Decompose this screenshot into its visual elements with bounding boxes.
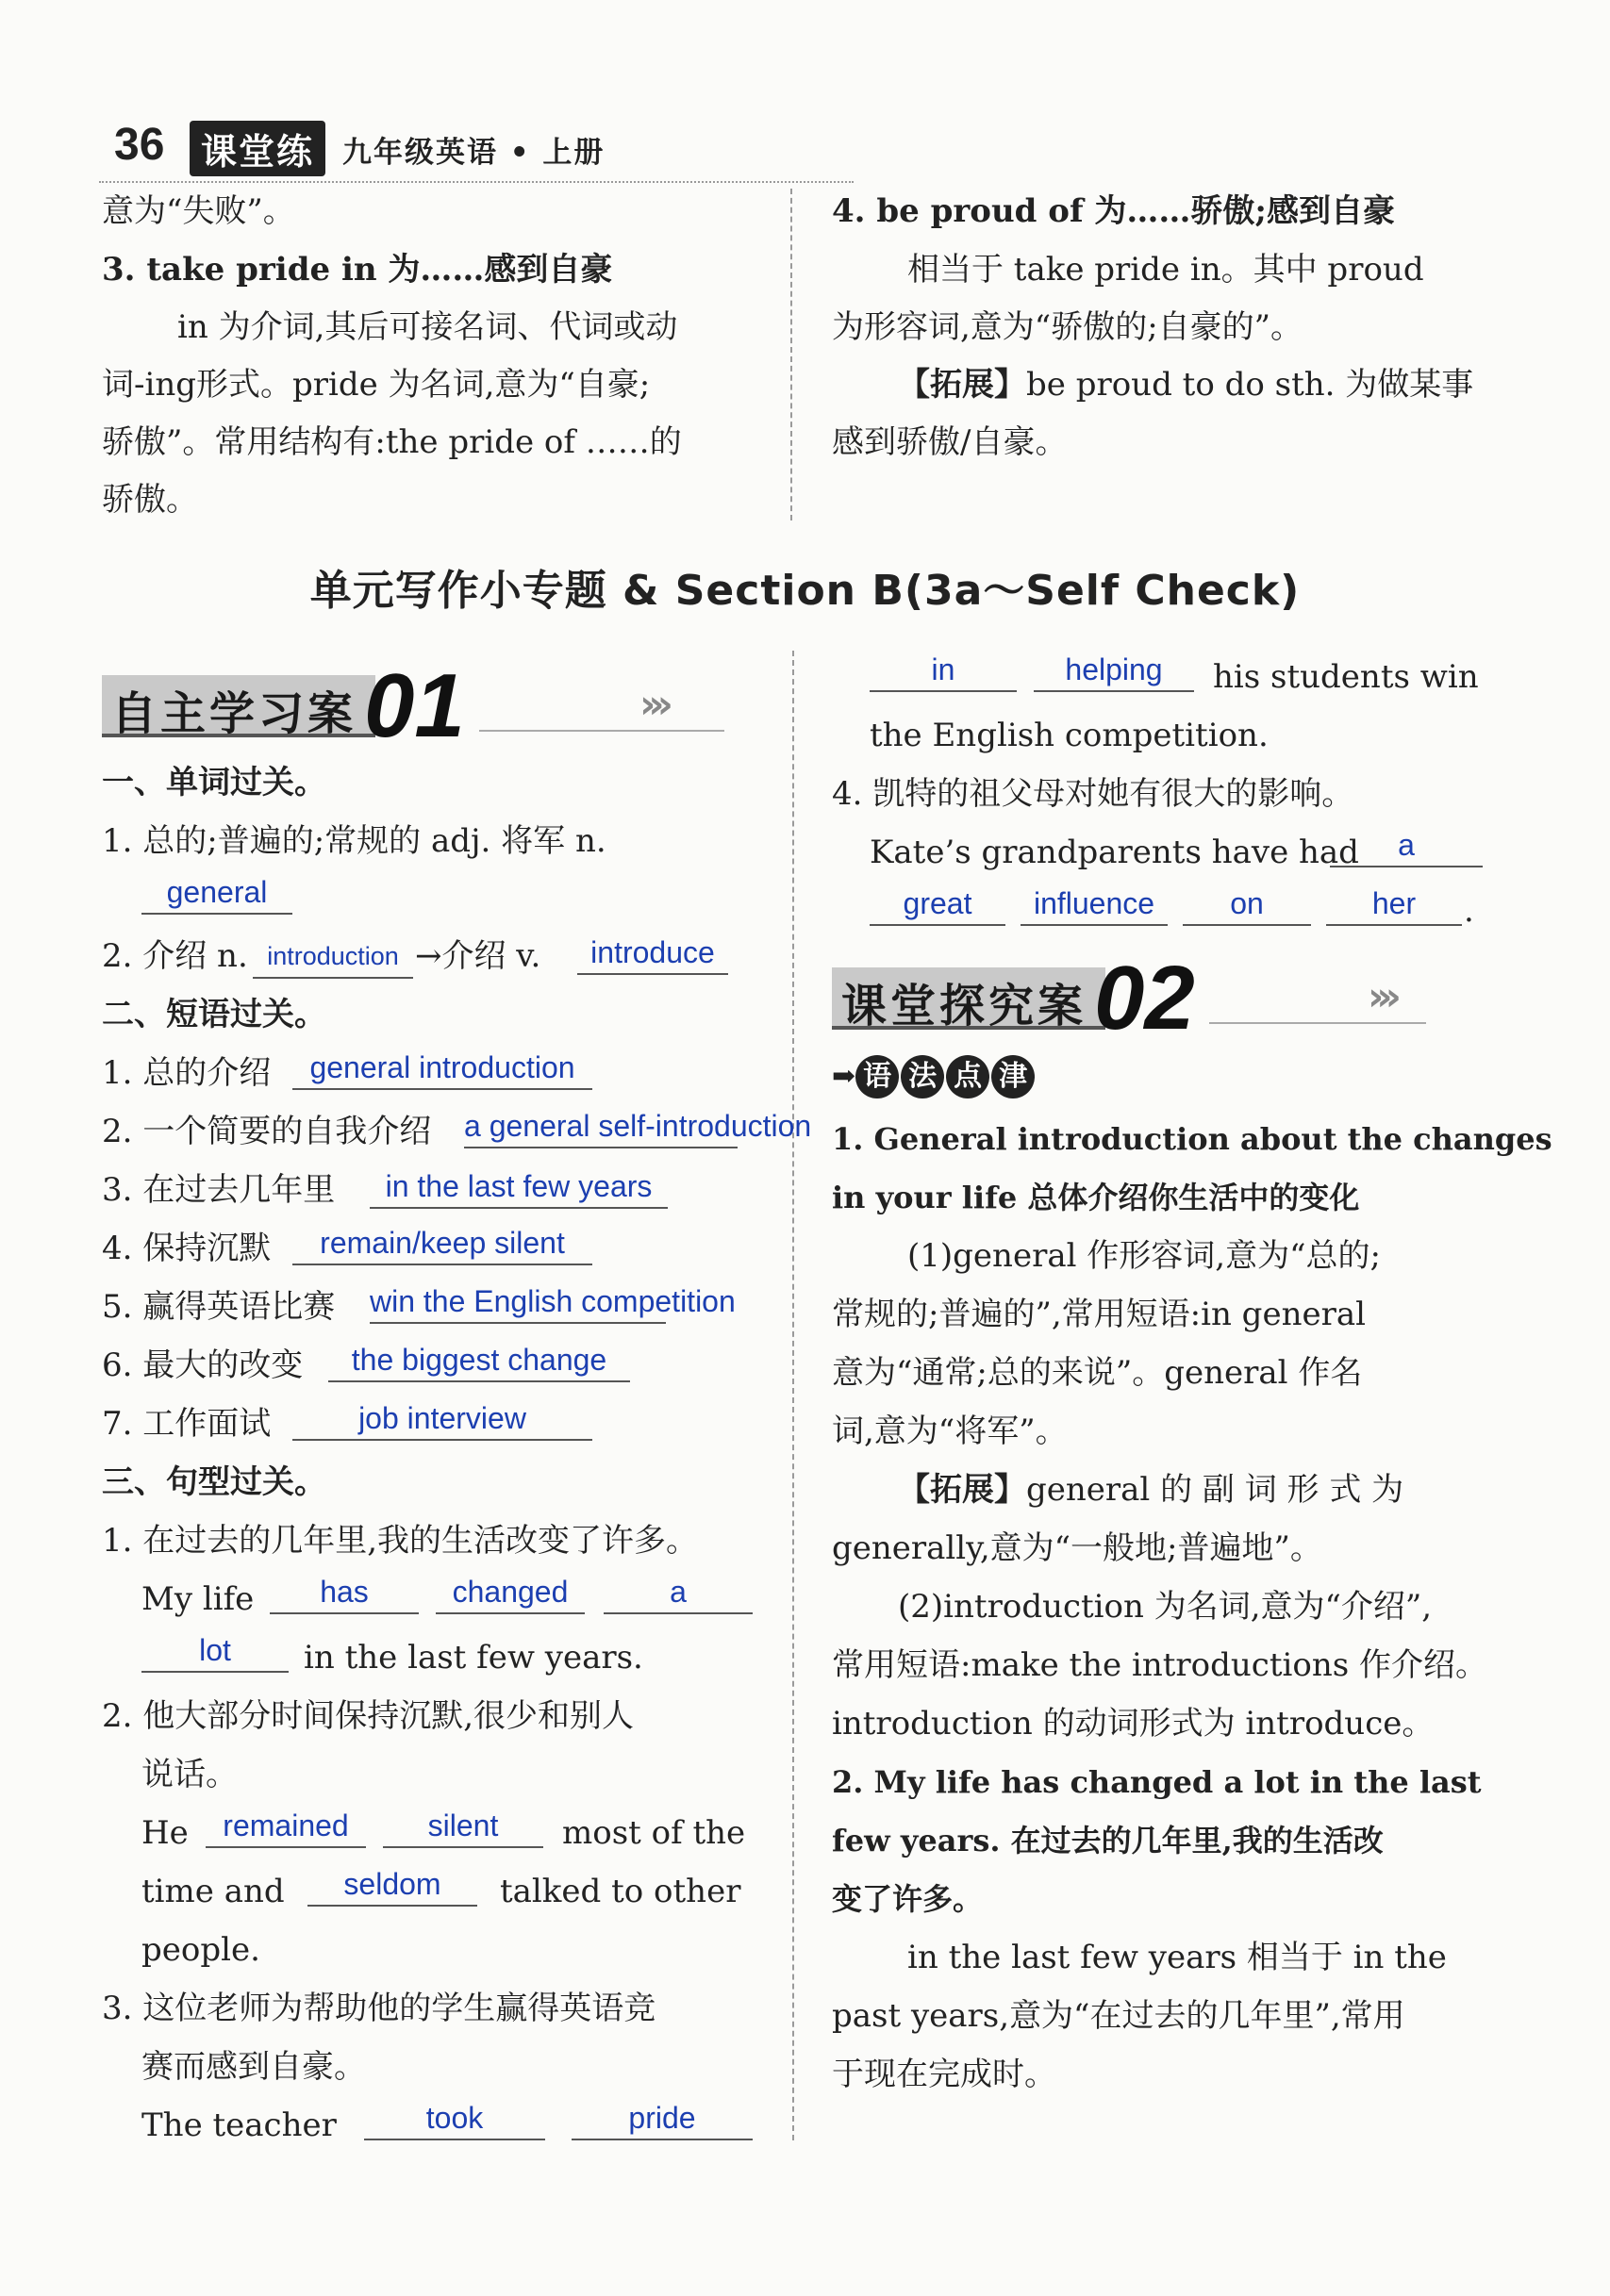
- grammar2-title: 变了许多。: [832, 1881, 984, 1917]
- grammar1-body: 词,意为“将军”。: [832, 1412, 1068, 1450]
- sentence3-chinese-2: 赛而感到自豪。: [141, 2048, 366, 2086]
- sentence3-suffix-2: the English competition.: [870, 717, 1269, 754]
- sentence2-line2-prefix: time and: [141, 1873, 285, 1910]
- sentence1-suffix: in the last few years.: [304, 1639, 643, 1677]
- sentence3-chinese: 3. 这位老师为帮助他的学生赢得英语竞: [102, 1990, 656, 2027]
- sentence2-blank: seldom: [307, 1865, 477, 1907]
- page-number: 36: [114, 120, 165, 170]
- banner-rule: [479, 730, 724, 732]
- sentence3-prefix: The teacher: [141, 2106, 337, 2144]
- sentence2-chinese-2: 说话。: [141, 1756, 238, 1793]
- q2-answer-verb: introduce: [577, 933, 728, 975]
- chevron-right-icon: ›››: [1368, 973, 1394, 1019]
- chevron-right-icon: ›››: [639, 681, 666, 727]
- part2-heading: 二、短语过关。: [102, 996, 326, 1033]
- sentence2-prefix: He: [141, 1814, 189, 1852]
- grammar1-body: 常规的;普遍的”,常用短语:in general: [832, 1296, 1366, 1333]
- book-brand: 课堂练: [190, 121, 325, 176]
- phrase-question: 6. 最大的改变: [102, 1346, 304, 1384]
- extension-label: 【拓展】: [898, 1471, 1026, 1509]
- sentence4-blank: influence: [1021, 884, 1168, 926]
- sentence1-chinese: 1. 在过去的几年里,我的生活改变了许多。: [102, 1522, 699, 1560]
- part1-heading: 一、单词过关。: [102, 764, 326, 801]
- arrow-right-icon: ➡: [832, 1060, 856, 1093]
- item4-body-line: 相当于 take pride in。其中 proud: [907, 251, 1424, 289]
- sentence2-end: people.: [141, 1931, 260, 1969]
- sentence2-line2-suffix: talked to other: [500, 1873, 741, 1910]
- sentence2-blank: silent: [383, 1807, 543, 1848]
- grammar-tag-char: 津: [991, 1055, 1035, 1098]
- sentence3-blank: helping: [1034, 651, 1194, 692]
- grammar-tag-char: 语: [855, 1055, 899, 1098]
- grammar1-body2: 常用短语:make the introductions 作介绍。: [832, 1646, 1488, 1684]
- classroom-inquiry-banner: [832, 947, 1473, 1049]
- q1-text: 1. 总的;普遍的;常规的 adj. 将军 n.: [102, 822, 606, 860]
- book-info: 九年级英语 • 上册: [342, 136, 606, 170]
- answer-underline: [370, 1322, 666, 1324]
- phrase-answer: the biggest change: [328, 1341, 630, 1382]
- sentence2-blank: remained: [206, 1807, 366, 1848]
- self-study-banner: [102, 654, 743, 756]
- phrase-question: 2. 一个简要的自我介绍: [102, 1113, 432, 1150]
- phrase-answer: in the last few years: [370, 1167, 668, 1209]
- grammar1-title-2: in your life 总体介绍你生活中的变化: [832, 1180, 1360, 1215]
- sentence1-blank: a: [604, 1573, 753, 1614]
- sentence4-chinese: 4. 凯特的祖父母对她有很大的影响。: [832, 775, 1354, 813]
- sentence1-blank: has: [270, 1573, 419, 1614]
- banner-text: 自主学习案: [111, 687, 357, 740]
- sentence1-blank: changed: [436, 1573, 585, 1614]
- grammar1-title: 1. General introduction about the changes: [832, 1121, 1552, 1157]
- page-header: [99, 111, 854, 177]
- extension-text: general 的 副 词 形 式 为: [1026, 1471, 1404, 1509]
- banner-number: 02: [1094, 948, 1195, 1049]
- item4-body-line: 为形容词,意为“骄傲的;自豪的”。: [832, 308, 1303, 346]
- sentence3-suffix: his students win: [1213, 658, 1479, 696]
- sentence4-end: .: [1464, 892, 1474, 930]
- phrase-answer: win the English competition: [370, 1284, 736, 1318]
- sentence2-chinese: 2. 他大部分时间保持沉默,很少和别人: [102, 1697, 635, 1735]
- sentence1-blank: lot: [141, 1631, 289, 1673]
- q2-answer-noun: introduction: [253, 937, 413, 979]
- grammar2-title: few years. 在过去的几年里,我的生活改: [832, 1823, 1384, 1858]
- phrase-question: 7. 工作面试: [102, 1405, 272, 1443]
- grammar2-body: past years,意为“在过去的几年里”,常用: [832, 1997, 1405, 2035]
- grammar-tag-char: 点: [946, 1055, 989, 1098]
- phrase-answer: a general self-introduction: [464, 1109, 812, 1143]
- grammar-tag: [832, 1054, 1037, 1098]
- q1-answer: general: [141, 873, 292, 915]
- grammar1-extension-2: generally,意为“一般地;普遍地”。: [832, 1529, 1322, 1567]
- section-title: 单元写作小专题 & Section B(3a～Self Check): [309, 567, 1301, 615]
- grammar2-title: 2. My life has changed a lot in the last: [832, 1764, 1482, 1800]
- phrase-answer: remain/keep silent: [292, 1224, 592, 1265]
- banner-number: 01: [364, 655, 465, 756]
- grammar-tag-char: 法: [901, 1055, 944, 1098]
- phrase-answer: general introduction: [292, 1049, 592, 1090]
- extension-text: be proud to do sth. 为做某事: [1026, 366, 1474, 404]
- grammar1-body2: introduction 的动词形式为 introduce。: [832, 1705, 1435, 1743]
- phrase-question: 4. 保持沉默: [102, 1230, 272, 1267]
- item3-body-line: 词-ing形式。pride 为名词,意为“自豪;: [102, 366, 651, 404]
- sentence4-blank: her: [1326, 884, 1462, 926]
- extension-line: [898, 364, 1473, 405]
- grammar1-extension: [898, 1469, 1403, 1511]
- phrase-question: 5. 赢得英语比赛: [102, 1288, 336, 1326]
- grammar2-body: in the last few years 相当于 in the: [907, 1939, 1447, 1976]
- sentence2-middle: most of the: [562, 1814, 746, 1852]
- grammar2-body: 于现在完成时。: [832, 2056, 1056, 2093]
- sentence4-blank: on: [1183, 884, 1311, 926]
- header-rule: [99, 181, 854, 183]
- phrase-answer: job interview: [292, 1399, 592, 1441]
- extension-line-2: 感到骄傲/自豪。: [832, 423, 1068, 461]
- top-left-line: 意为“失败”。: [102, 192, 295, 230]
- item4-title: 4. be proud of 为……骄傲;感到自豪: [832, 192, 1395, 230]
- sentence3-blank: pride: [572, 2099, 753, 2140]
- q2-arrow-text: →介绍 v.: [415, 937, 541, 975]
- sentence3-blank: took: [364, 2099, 545, 2140]
- banner-text: 课堂探究案: [841, 980, 1087, 1032]
- sentence4-blank: a: [1330, 826, 1483, 867]
- sentence3-blank: in: [870, 651, 1017, 692]
- column-divider: [792, 651, 794, 2140]
- sentence1-prefix: My life: [141, 1580, 255, 1618]
- answer-underline: [464, 1147, 738, 1148]
- part3-heading: 三、句型过关。: [102, 1463, 326, 1501]
- column-divider: [790, 189, 792, 520]
- extension-label: 【拓展】: [898, 366, 1026, 404]
- grammar1-body: 意为“通常;总的来说”。general 作名: [832, 1354, 1363, 1392]
- item3-body-line: in 为介词,其后可接名词、代词或动: [177, 308, 678, 346]
- banner-rule: [1209, 1022, 1426, 1024]
- item3-body-line: 骄傲”。常用结构有:the pride of ……的: [102, 423, 682, 461]
- phrase-question: 1. 总的介绍: [102, 1054, 272, 1092]
- item3-title: 3. take pride in 为……感到自豪: [102, 251, 613, 289]
- grammar1-body: (1)general 作形容词,意为“总的;: [907, 1237, 1381, 1275]
- grammar1-body2: (2)introduction 为名词,意为“介绍”,: [898, 1588, 1433, 1626]
- q2-text: 2. 介绍 n.: [102, 937, 248, 975]
- sentence4-prefix: Kate’s grandparents have had: [870, 834, 1359, 871]
- sentence4-blank: great: [870, 884, 1005, 926]
- item3-body-line: 骄傲。: [102, 481, 198, 519]
- phrase-question: 3. 在过去几年里: [102, 1171, 336, 1209]
